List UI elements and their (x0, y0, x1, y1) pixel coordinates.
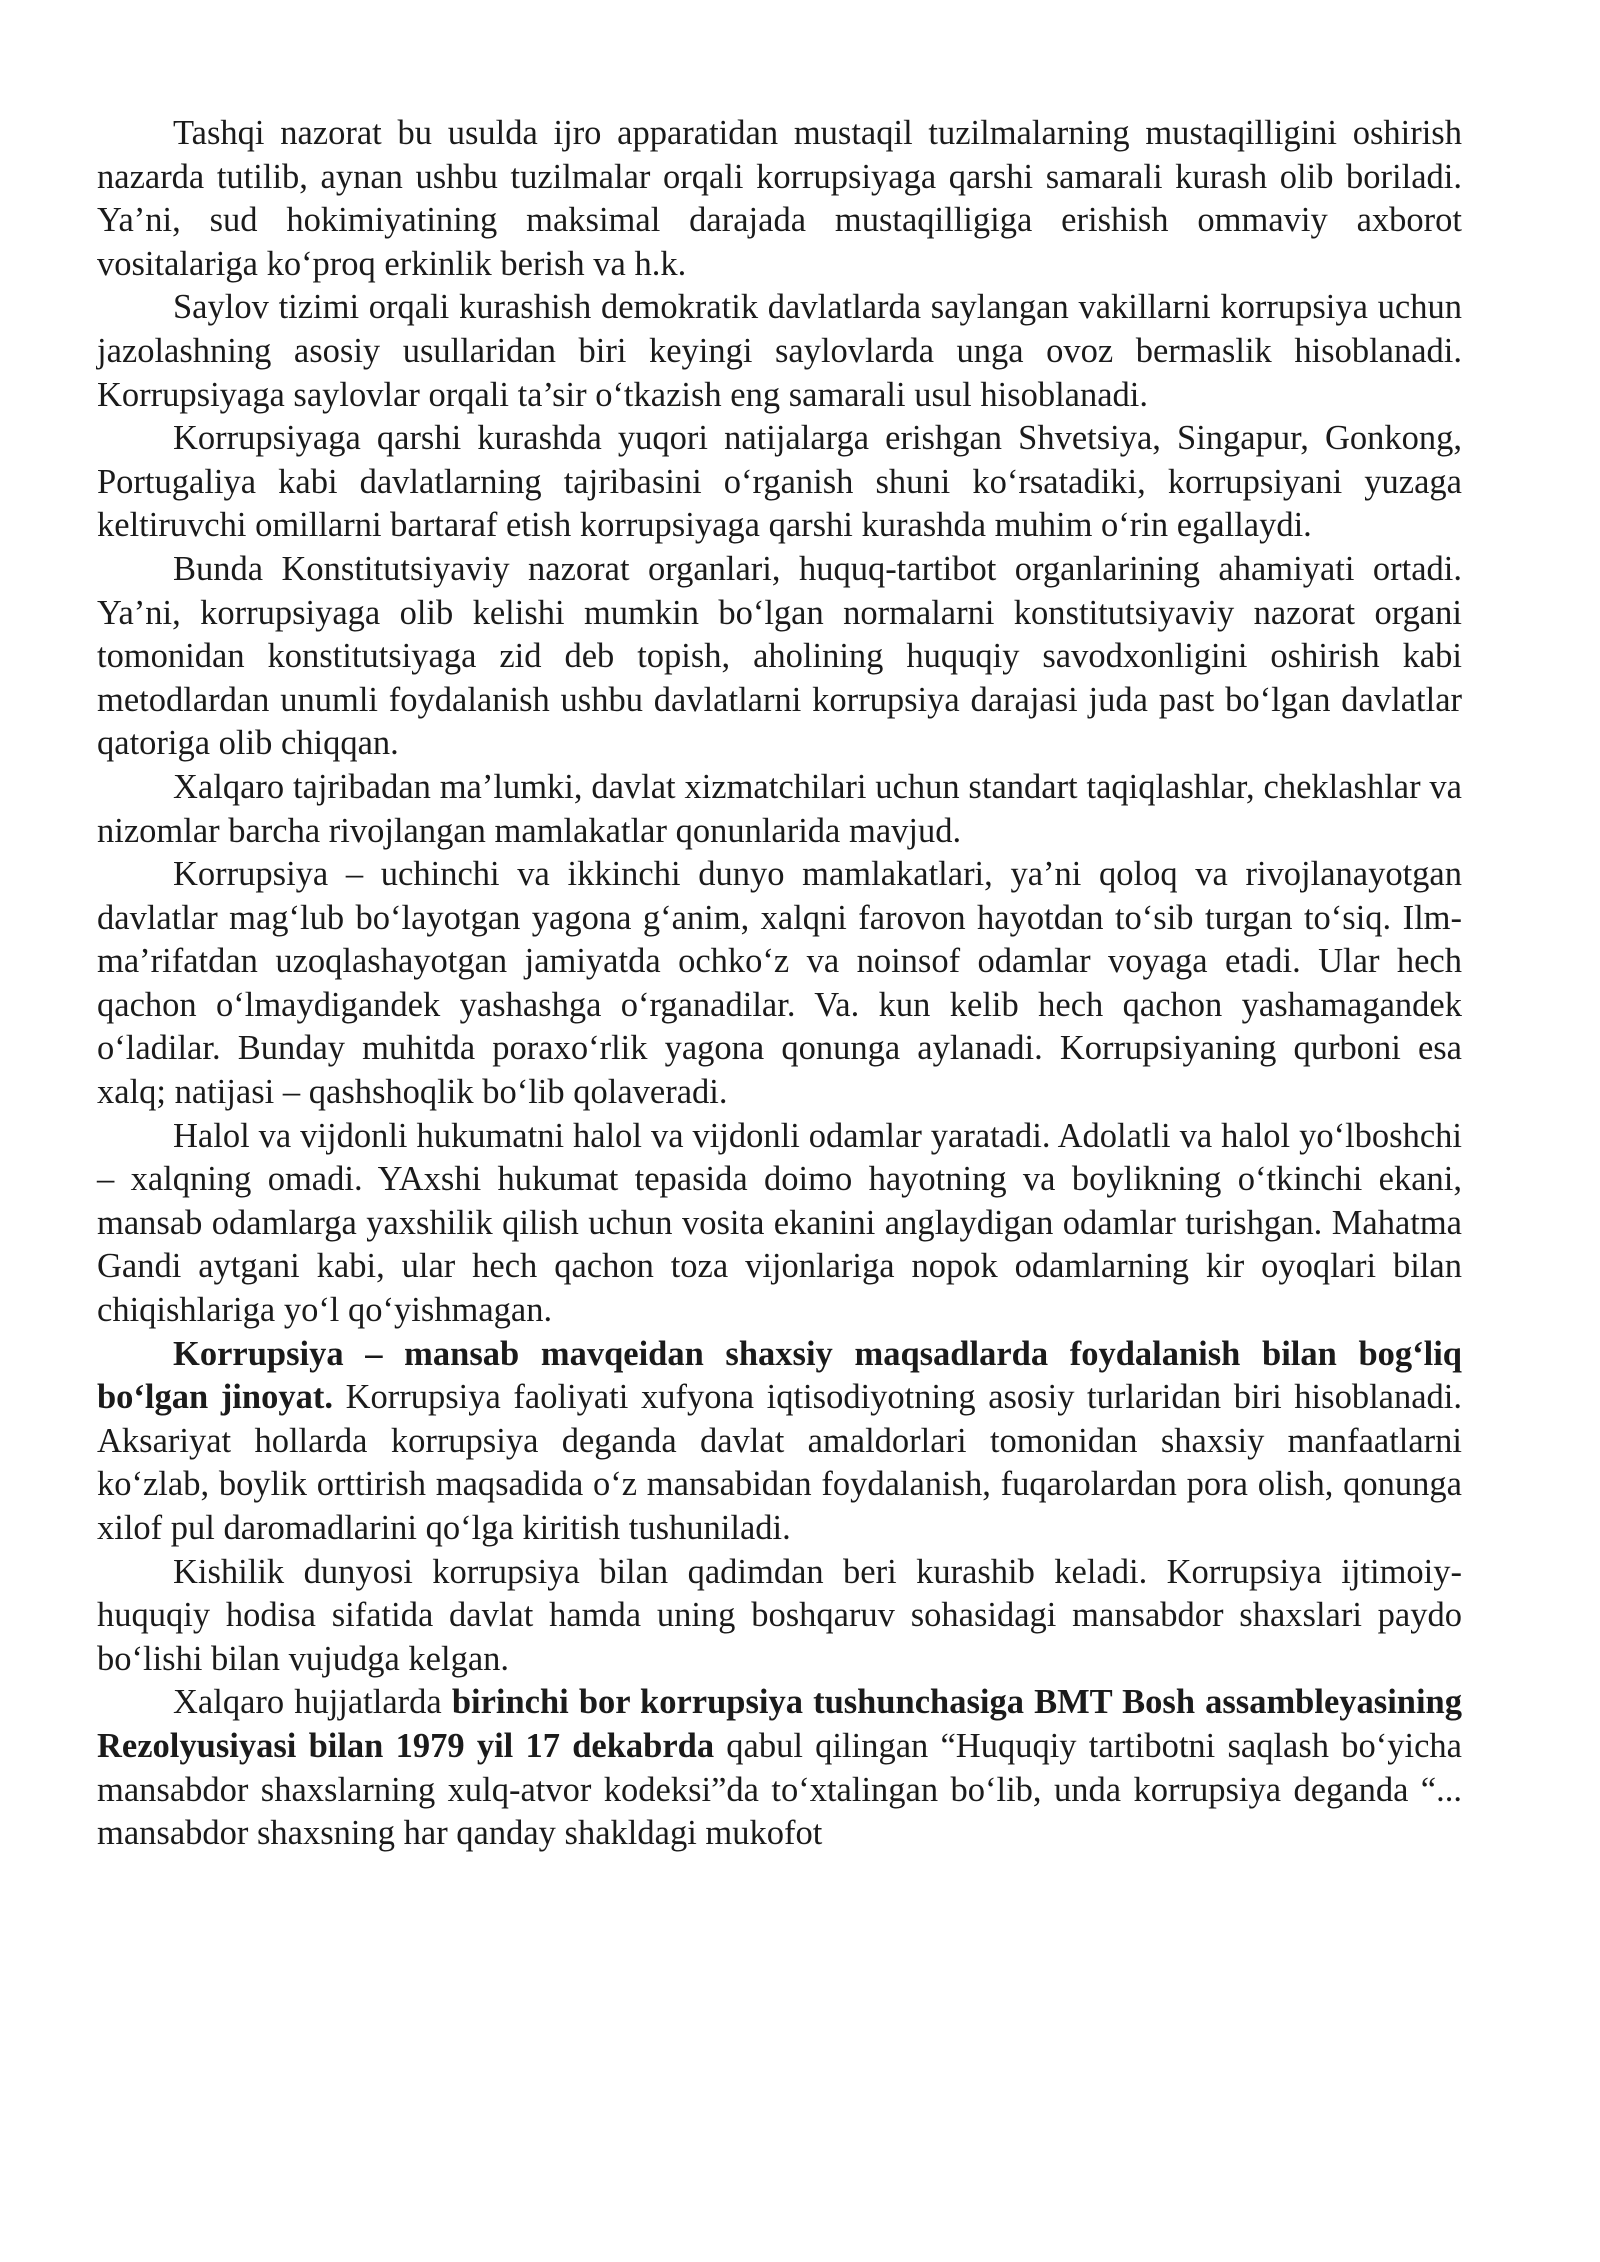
paragraph-text: Bunda Konstitutsiyaviy nazorat organlari, huquq-tartibot organlarining ahamiyati ortadi. Ya’ni, korrupsiyaga olib kelishi mumkin bo‘lgan normalarni konstitutsiyaviy nazorat organi tomonidan konstitutsiyaga zid deb topish, aholining huquqiy savodxonligini oshirish kabi metodlardan unumli foydalanish ushbu davlatlarni korrupsiya darajasi juda past bo‘lgan davlatlar qatoriga olib chiqqan. (97, 549, 1462, 763)
bold-definition: Korrupsiya – mansab mavqeidan shaxsiy maqsadlarda foydalanish bilan bog‘liq bo‘lgan jinoyat. (97, 1334, 1462, 1417)
bold-un-resolution: birinchi bor korrupsiya tushunchasiga BMT Bosh assambleyasining Rezolyusiyasi bilan 1979 yil 17 dekabrda (97, 1683, 1462, 1765)
paragraph-text: Korrupsiya – uchinchi va ikkinchi dunyo mamlakatlari, ya’ni qoloq va rivojlanayotgan davlatlar mag‘lub bo‘layotgan yagona g‘anim, xalqni farovon hayotdan to‘sib turgan to‘siq. Ilm-ma’rifatdan uzoqlashayotgan jamiyatda ochko‘z va noinsof odamlar voyaga etadi. Ular hech qachon o‘lmaydigandek yashashga o‘rganadilar. Va. kun kelib hech qachon yashamagandek o‘ladilar. Bunday muhitda poraxo‘rlik yagona qonunga aylanadi. Korrupsiyaning qurboni esa xalq; natijasi – qashshoqlik bo‘lib qolaveradi. (97, 855, 1462, 1112)
paragraph-corruption-definition (97, 1333, 1462, 1551)
paragraph-honest-government (97, 1115, 1462, 1333)
paragraph-external-control (97, 112, 1462, 286)
paragraph-history (97, 1551, 1462, 1682)
document-body (97, 112, 1462, 1856)
paragraph-civil-servant-standards (97, 766, 1462, 853)
paragraph-text: Halol va vijdonli hukumatni halol va vijdonli odamlar yaratadi. Adolatli va halol yo‘lboshchi – xalqning omadi. YAxshi hukumat tepasida doimo hayotning va boylikning o‘tkinchi ekani, mansab odamlarga yaxshilik qilish uchun vosita ekanini anglaydigan odamlar turishgan. Mahatma Gandi aytgani kabi, ular hech qachon toza vijonlariga nopok odamlarning kir oyoqlari bilan chiqishlariga yo‘l qo‘yishmagan. (97, 1116, 1462, 1330)
paragraph-electoral-system (97, 286, 1462, 417)
paragraph-text: Kishilik dunyosi korrupsiya bilan qadimdan beri kurashib keladi. Korrupsiya ijtimoiy-huquqiy hodisa sifatida davlat hamda uning boshqaruv sohasidagi mansabdor shaxslari paydo bo‘lishi bilan vujudga kelgan. (97, 1552, 1462, 1678)
paragraph-text: Xalqaro hujjatlarda (173, 1683, 452, 1722)
paragraph-constitutional-control (97, 548, 1462, 766)
paragraph-text: Korrupsiyaga qarshi kurashda yuqori natijalarga erishgan Shvetsiya, Singapur, Gonkong, Portugaliya kabi davlatlarning tajribasini o‘rganish shuni ko‘rsatadiki, korrupsiyani yuzaga keltiruvchi omillarni bartaraf etish korrupsiyaga qarshi kurashda muhim o‘rin egallaydi. (97, 419, 1462, 545)
paragraph-international-experience (97, 417, 1462, 548)
paragraph-text: Korrupsiya faoliyati xufyona iqtisodiyotning asosiy turlaridan biri hisoblanadi. Aksariyat hollarda korrupsiya deganda davlat amaldorlari tomonidan shaxsiy manfaatlarni ko‘zlab, boylik orttirish maqsadida o‘z mansabidan foydalanish, fuqarolardan pora olish, qonunga xilof pul daromadlarini qo‘lga kiritish tushuniladi. (97, 1378, 1462, 1547)
paragraph-text: Saylov tizimi orqali kurashish demokratik davlatlarda saylangan vakillarni korrupsiya uchun jazolashning asosiy usullaridan biri keyingi saylovlarda unga ovoz bermaslik hisoblanadi. Korrupsiyaga saylovlar orqali ta’sir o‘tkazish eng samarali usul hisoblanadi. (97, 288, 1462, 414)
paragraph-corruption-enemy (97, 853, 1462, 1115)
paragraph-text: Xalqaro tajribadan ma’lumki, davlat xizmatchilari uchun standart taqiqlashlar, cheklashlar va nizomlar barcha rivojlangan mamlakatlar qonunlarida mavjud. (97, 767, 1462, 850)
paragraph-text: Tashqi nazorat bu usulda ijro apparatidan mustaqil tuzilmalarning mustaqilligini oshirish nazarda tutilib, aynan ushbu tuzilmalar orqali korrupsiyaga qarshi samarali kurash olib boriladi. Ya’ni, sud hokimiyatining maksimal darajada mustaqilligiga erishish ommaviy axborot vositalariga ko‘proq erkinlik berish va h.k. (97, 114, 1462, 283)
paragraph-text: qabul qilingan “Huquqiy tartibotni saqlash bo‘yicha mansabdor shaxslarning xulq-atvor kodeksi”da to‘xtalingan bo‘lib, unda korrupsiya deganda “... mansabdor shaxsning har qanday shakldagi mukofot (97, 1726, 1462, 1853)
paragraph-un-resolution (97, 1681, 1462, 1855)
